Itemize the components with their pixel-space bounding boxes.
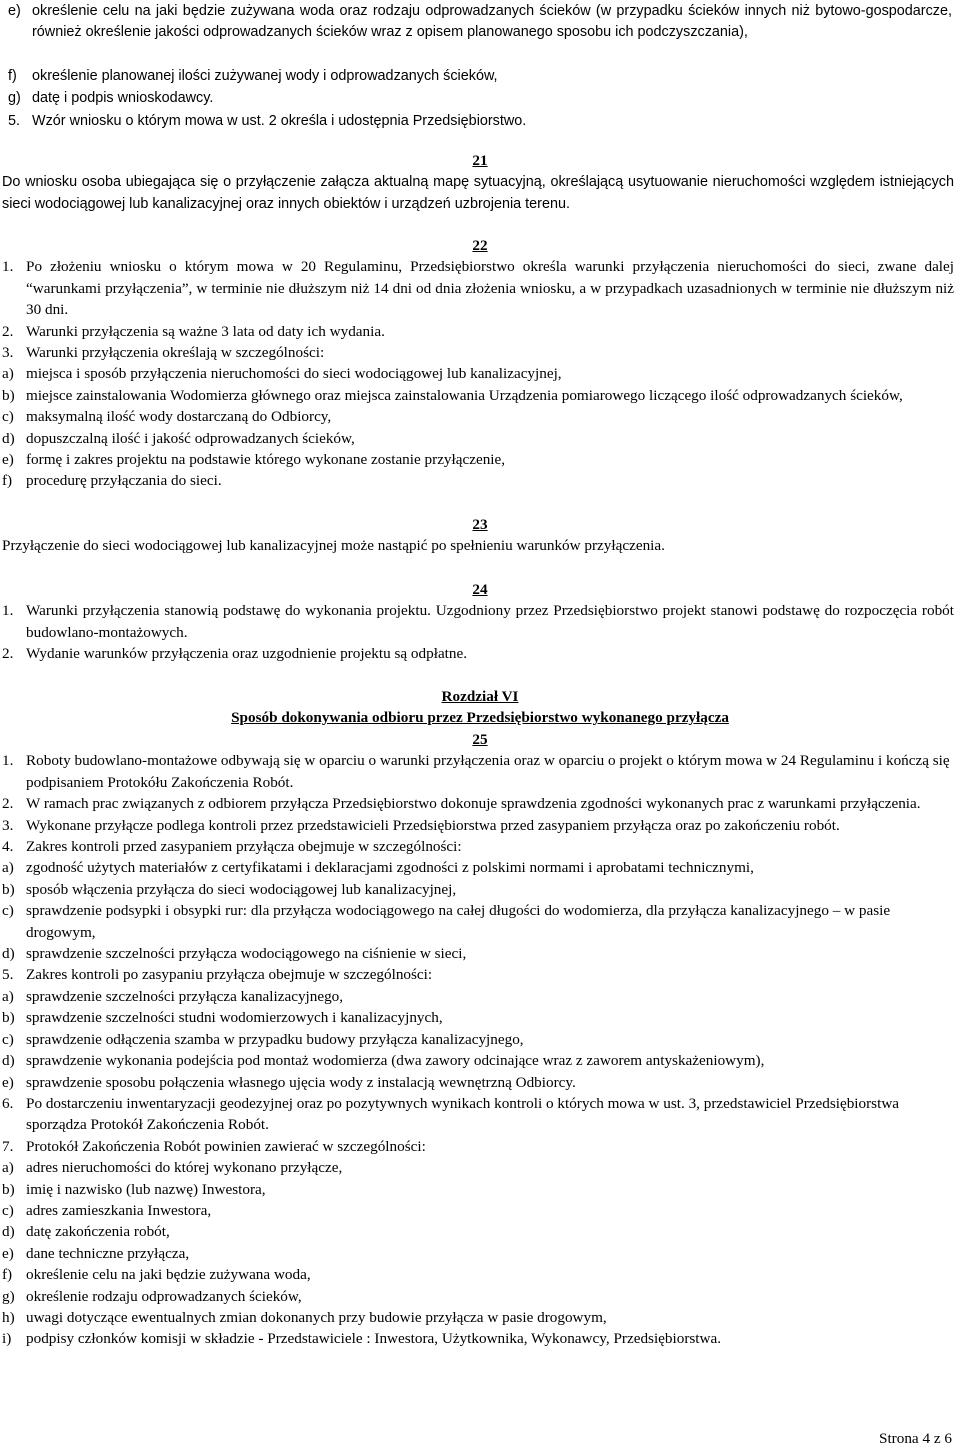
item-label: a): [2, 859, 14, 877]
item-label: 2.: [2, 795, 14, 813]
item-label: 3.: [2, 344, 14, 362]
item-label: a): [2, 365, 14, 383]
section-text: Przyłączenie do sieci wodociągowej lub kanalizacyjnej może nastąpić po spełnieniu warunków przyłączenia.: [2, 537, 665, 555]
sub-list-item: [2, 1072, 954, 1093]
list-item: [2, 815, 954, 836]
item-text: podpisy członków komisji w składzie - Przedstawiciele : Inwestora, Użytkownika, Wykonawcy, Przedsiębiorstwa.: [26, 1330, 722, 1348]
section-25: [0, 729, 960, 1350]
item-label: 1.: [2, 602, 14, 620]
list-item: [2, 793, 954, 814]
item-text: adres nieruchomości do której wykonano przyłącze,: [26, 1159, 343, 1177]
item-label: c): [2, 902, 14, 920]
item-text: sprawdzenie wykonania podejścia pod montaż wodomierza (dwa zawory odcinające wraz z zaworem antyskażeniowym),: [26, 1052, 765, 1070]
item-text: Zakres kontroli przed zasypaniem przyłącza obejmuje w szczególności:: [26, 838, 462, 856]
item-text: sposób włączenia przyłącza do sieci wodociągowej lub kanalizacyjnej,: [26, 880, 457, 898]
item-label: e): [2, 1244, 14, 1262]
item-label: d): [2, 1223, 15, 1241]
sub-list-item: [2, 1157, 954, 1178]
list-item: [8, 111, 952, 132]
chapter-heading: [0, 686, 960, 729]
item-text: Zakres kontroli po zasypaniu przyłącza obejmuje w szczególności:: [26, 966, 433, 984]
item-text: formę i zakres projektu na podstawie którego wykonane zostanie przyłączenie,: [26, 451, 506, 469]
sub-list-item: [2, 1007, 954, 1028]
sub-list-item: [2, 1179, 954, 1200]
item-text: sprawdzenie podsypki i obsypki rur: dla przyłącza wodociągowego na całej długości do wodomierza, dla przyłącza kanalizacyjnego – w pasie drogowym,: [26, 902, 891, 941]
sub-list-item: [2, 363, 954, 384]
sub-list-item: [2, 449, 954, 470]
sub-list-item: [2, 879, 954, 900]
item-label: 5.: [8, 112, 21, 129]
section-24: [0, 579, 960, 665]
item-label: d): [2, 1052, 15, 1070]
item-text: Warunki przyłączenia są ważne 3 lata od daty ich wydania.: [26, 322, 385, 340]
list-item: [2, 1093, 954, 1136]
list-item: [8, 88, 952, 109]
section-23: [0, 514, 960, 557]
sub-list-item: [2, 406, 954, 427]
item-label: 1.: [2, 752, 14, 770]
item-text: Warunki przyłączenia określają w szczególności:: [26, 344, 325, 362]
item-label: i): [2, 1330, 12, 1348]
sub-list-item: [2, 1243, 954, 1264]
list-item: [2, 1136, 954, 1157]
item-text: określenie celu na jaki będzie zużywana woda,: [26, 1266, 311, 1284]
item-label: 6.: [2, 1094, 14, 1112]
item-label: e): [2, 1073, 14, 1091]
item-label: e): [2, 451, 14, 469]
list-item: [2, 750, 954, 793]
item-label: b): [2, 1180, 15, 1198]
sub-list-item: [2, 857, 954, 878]
item-label: 4.: [2, 838, 14, 856]
item-text: dane techniczne przyłącza,: [26, 1244, 190, 1262]
section-number: 24: [472, 581, 488, 598]
item-label: f): [2, 1266, 13, 1284]
section-number: 21: [472, 152, 488, 169]
item-text: określenie planowanej ilości zużywanej wody i odprowadzanych ścieków,: [32, 68, 498, 84]
sub-list-item: [2, 1286, 954, 1307]
section-number: 23: [472, 516, 488, 533]
item-text: miejsce zainstalowania Wodomierza głównego oraz miejsca zainstalowania Urządzenia pomiarowego liczącego ilość odprowadzanych ścieków,: [26, 386, 903, 404]
item-text: Po złożeniu wniosku o którym mowa w 20 Regulaminu, Przedsiębiorstwo określa warunki przyłączenia nieruchomości do sieci, zwane dalej “warunkami przyłączenia”, w terminie nie dłuższym niż 14 dni od dnia złożenia wniosku, a w przypadkach uzasadnionych w terminie nie dłuższym niż 30 dni.: [26, 258, 954, 319]
item-label: f): [2, 472, 13, 490]
item-text: sprawdzenie szczelności przyłącza wodociągowego na ciśnienie w sieci,: [26, 945, 467, 963]
item-text: sprawdzenie szczelności studni wodomierzowych i kanalizacyjnych,: [26, 1009, 443, 1027]
item-label: g): [8, 90, 21, 107]
item-label: g): [2, 1287, 15, 1305]
item-label: d): [2, 429, 15, 447]
sub-list-item: [2, 900, 954, 943]
item-text: W ramach prac związanych z odbiorem przyłącza Przedsiębiorstwo dokonuje sprawdzenia zgodności wykonanych prac z warunkami przyłączenia.: [26, 795, 921, 813]
sub-list-item: [2, 943, 954, 964]
item-text: sprawdzenie szczelności przyłącza kanalizacyjnego,: [26, 987, 344, 1005]
item-text: maksymalną ilość wody dostarczaną do Odbiorcy,: [26, 408, 332, 426]
item-label: b): [2, 1009, 15, 1027]
item-label: 1.: [2, 258, 14, 276]
item-text: imię i nazwisko (lub nazwę) Inwestora,: [26, 1180, 266, 1198]
item-text: Protokół Zakończenia Robót powinien zawierać w szczególności:: [26, 1137, 426, 1155]
list-item: [2, 342, 954, 363]
item-label: h): [2, 1308, 15, 1326]
sub-list-item: [2, 470, 954, 491]
sub-list-item: [2, 385, 954, 406]
section-text: Do wniosku osoba ubiegająca się o przyłączenie załącza aktualną mapę sytuacyjną, określającą usytuowanie nieruchomości względem istniejących sieci wodociągowej lub kanalizacyjnej oraz innych obiektów i urządzeń uzbrojenia terenu.: [2, 174, 954, 212]
list-item: [2, 964, 954, 985]
item-text: uwagi dotyczące ewentualnych zmian dokonanych przy budowie przyłącza w pasie drogowym,: [26, 1308, 607, 1326]
item-label: f): [8, 68, 17, 84]
sub-list-item: [2, 1050, 954, 1071]
sub-list-item: [2, 1200, 954, 1221]
item-label: 5.: [2, 966, 14, 984]
sub-list: [2, 986, 954, 1093]
sub-list: [2, 1157, 954, 1350]
sub-list: [2, 363, 954, 491]
sub-list-item: [2, 1328, 954, 1349]
sub-list-item: [2, 986, 954, 1007]
sub-list: [2, 857, 954, 964]
item-text: określenie celu na jaki będzie zużywana woda oraz rodzaju odprowadzanych ścieków (w przypadku ścieków innych niż bytowo-gospodarcze, również określenie jakości odprowadzanych ścieków wraz z opisem planowanego sposobu ich podczyszczania),: [32, 3, 952, 41]
list-item: [2, 256, 954, 320]
item-text: Po dostarczeniu inwentaryzacji geodezyjnej oraz po pozytywnych wynikach kontroli o których mowa w ust. 3, przedstawiciel Przedsiębiorstwa sporządza Protokół Zakończenia Robót.: [26, 1094, 900, 1134]
item-label: 7.: [2, 1137, 14, 1155]
item-label: 2.: [2, 322, 14, 340]
list-item: [2, 600, 954, 643]
item-label: d): [2, 945, 15, 963]
item-text: Wzór wniosku o którym mowa w ust. 2 określa i udostępnia Przedsiębiorstwo.: [32, 112, 527, 129]
chapter-subtitle: Sposób dokonywania odbioru przez Przedsiębiorstwo wykonanego przyłącza: [231, 709, 729, 727]
top-section: [8, 1, 952, 132]
item-label: c): [2, 408, 14, 426]
item-text: sprawdzenie sposobu połączenia własnego ujęcia wody z instalacją wewnętrzną Odbiorcy.: [26, 1073, 576, 1091]
item-text: datę i podpis wnioskodawcy.: [32, 90, 214, 107]
item-text: Wykonane przyłącze podlega kontroli przez przedstawicieli Przedsiębiorstwa przed zasypaniem przyłącza oraz po zakończeniu robót.: [26, 816, 840, 834]
section-22: [0, 235, 960, 492]
item-text: Wydanie warunków przyłączenia oraz uzgodnienie projektu są odpłatne.: [26, 645, 468, 663]
list-item: [8, 1, 952, 64]
list-item: [8, 66, 952, 87]
item-label: c): [2, 1201, 14, 1219]
section-21: [0, 150, 960, 215]
list-item: [2, 643, 954, 664]
section-number: 22: [472, 237, 488, 254]
sub-list-item: [2, 1029, 954, 1050]
item-text: Roboty budowlano-montażowe odbywają się w oparciu o warunki przyłączenia oraz w oparciu o projekt o którym mowa w 24 Regulaminu i kończą się podpisaniem Protokółu Zakończenia Robót.: [26, 752, 950, 791]
list-item: [2, 836, 954, 857]
item-label: a): [2, 1159, 14, 1177]
chapter-title: Rozdział VI: [441, 688, 519, 705]
item-text: zgodność użytych materiałów z certyfikatami i deklaracjami zgodności z polskimi normami i aprobatami technicznymi,: [26, 859, 754, 877]
item-text: sprawdzenie odłączenia szamba w przypadku budowy przyłącza kanalizacyjnego,: [26, 1030, 524, 1048]
sub-list-item: [2, 1307, 954, 1328]
item-text: miejsca i sposób przyłączenia nieruchomości do sieci wodociągowej lub kanalizacyjnej,: [26, 365, 562, 383]
item-label: b): [2, 386, 15, 404]
item-text: procedurę przyłączania do sieci.: [26, 472, 222, 490]
sub-list-item: [2, 1221, 954, 1242]
item-label: e): [8, 3, 21, 19]
item-text: datę zakończenia robót,: [26, 1223, 170, 1241]
item-text: adres zamieszkania Inwestora,: [26, 1201, 212, 1219]
section-number: 25: [472, 731, 488, 748]
sub-list-item: [2, 428, 954, 449]
item-label: 3.: [2, 816, 14, 834]
item-label: a): [2, 987, 14, 1005]
page-number: Strona 4 z 6: [879, 1430, 952, 1447]
item-text: określenie rodzaju odprowadzanych ścieków,: [26, 1287, 302, 1305]
item-label: 2.: [2, 645, 14, 663]
item-text: Warunki przyłączenia stanowią podstawę do wykonania projektu. Uzgodniony przez Przedsiębiorstwo projekt stanowi podstawę do rozpoczęcia robót budowlano-montażowych.: [26, 602, 954, 641]
item-label: c): [2, 1030, 14, 1048]
item-label: b): [2, 880, 15, 898]
sub-list-item: [2, 1264, 954, 1285]
item-text: dopuszczalną ilość i jakość odprowadzanych ścieków,: [26, 429, 355, 447]
list-item: [2, 321, 954, 342]
